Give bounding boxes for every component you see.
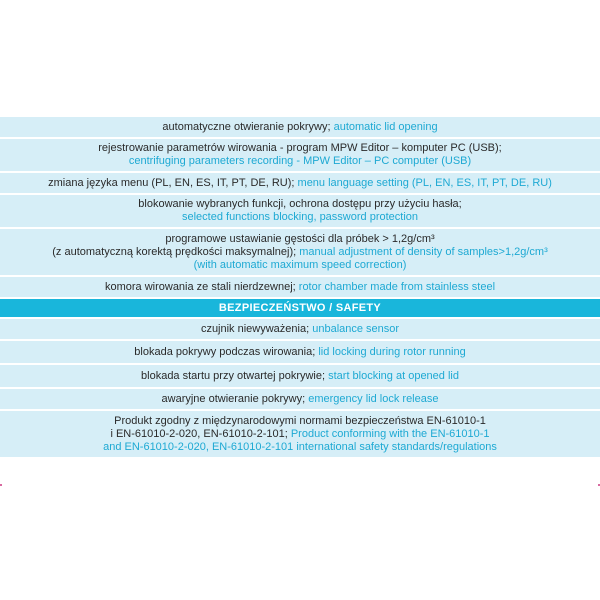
english-text: lid locking during rotor running bbox=[318, 345, 466, 358]
row-line bbox=[98, 142, 501, 155]
table-row bbox=[0, 173, 600, 195]
english-text: (with automatic maximum speed correction) bbox=[193, 258, 407, 271]
header-text: BEZPIECZEŃSTWO / SAFETY bbox=[218, 301, 382, 314]
row-line bbox=[194, 259, 407, 272]
table-row bbox=[0, 319, 600, 341]
row-line bbox=[110, 428, 489, 441]
row-line bbox=[48, 177, 552, 190]
row-line bbox=[52, 246, 548, 259]
polish-text: i EN-61010-2-020, EN-61010-2-101; bbox=[110, 427, 291, 440]
table-row bbox=[0, 389, 600, 411]
english-text: manual adjustment of density of samples>1,2g/cm³ bbox=[299, 245, 548, 258]
polish-text: Produkt zgodny z międzynarodowymi normami bezpieczeństwa EN-61010-1 bbox=[114, 414, 486, 427]
row-line bbox=[114, 415, 486, 428]
row-line bbox=[105, 281, 495, 294]
polish-text: automatyczne otwieranie pokrywy; bbox=[162, 120, 334, 133]
english-text: automatic lid opening bbox=[333, 120, 438, 133]
row-line bbox=[162, 393, 439, 406]
table-row bbox=[0, 411, 600, 459]
english-text: and EN-61010-2-020, EN-61010-2-101 international safety standards/regulations bbox=[103, 440, 497, 453]
polish-text: zmiana języka menu (PL, EN, ES, IT, PT, DE, RU); bbox=[48, 176, 298, 189]
english-text: emergency lid lock release bbox=[308, 392, 439, 405]
polish-text: (z automatyczną korektą prędkości maksymalnej); bbox=[52, 245, 300, 258]
table-row bbox=[0, 365, 600, 389]
polish-text: blokada startu przy otwartej pokrywie; bbox=[141, 369, 329, 382]
english-text: Product conforming with the EN-61010-1 bbox=[290, 427, 490, 440]
specification-table bbox=[0, 117, 600, 459]
english-text: unbalance sensor bbox=[312, 322, 400, 335]
table-row bbox=[0, 341, 600, 365]
english-text: start blocking at opened lid bbox=[328, 369, 459, 382]
polish-text: czujnik niewyważenia; bbox=[200, 322, 313, 335]
row-line bbox=[162, 121, 437, 134]
row-line bbox=[134, 346, 465, 359]
edge-mark-left bbox=[0, 484, 2, 486]
table-row bbox=[0, 139, 600, 173]
table-row bbox=[0, 229, 600, 277]
row-line bbox=[129, 155, 471, 168]
section-header-safety bbox=[0, 299, 600, 319]
polish-text: rejestrowanie parametrów wirowania - program MPW Editor – komputer PC (USB); bbox=[98, 142, 502, 154]
english-text: centrifuging parameters recording - MPW Editor – PC computer (USB) bbox=[128, 155, 472, 167]
english-text: menu language setting (PL, EN, ES, IT, PT, DE, RU) bbox=[297, 176, 552, 189]
row-line bbox=[103, 441, 497, 454]
polish-text: awaryjne otwieranie pokrywy; bbox=[161, 392, 309, 405]
polish-text: blokowanie wybranych funkcji, ochrona dostępu przy użyciu hasła; bbox=[138, 198, 462, 210]
row-line bbox=[219, 302, 381, 315]
row-line bbox=[165, 233, 434, 246]
row-line bbox=[141, 370, 459, 383]
english-text: selected functions blocking, password protection bbox=[181, 211, 419, 223]
row-line bbox=[182, 211, 418, 224]
polish-text: programowe ustawianie gęstości dla próbek > 1,2g/cm³ bbox=[165, 232, 435, 245]
polish-text: blokada pokrywy podczas wirowania; bbox=[134, 345, 319, 358]
polish-text: komora wirowania ze stali nierdzewnej; bbox=[104, 280, 299, 293]
row-line bbox=[138, 198, 461, 211]
row-line bbox=[201, 323, 399, 336]
table-row bbox=[0, 277, 600, 299]
table-row bbox=[0, 117, 600, 139]
table-row bbox=[0, 195, 600, 229]
english-text: rotor chamber made from stainless steel bbox=[298, 280, 496, 293]
